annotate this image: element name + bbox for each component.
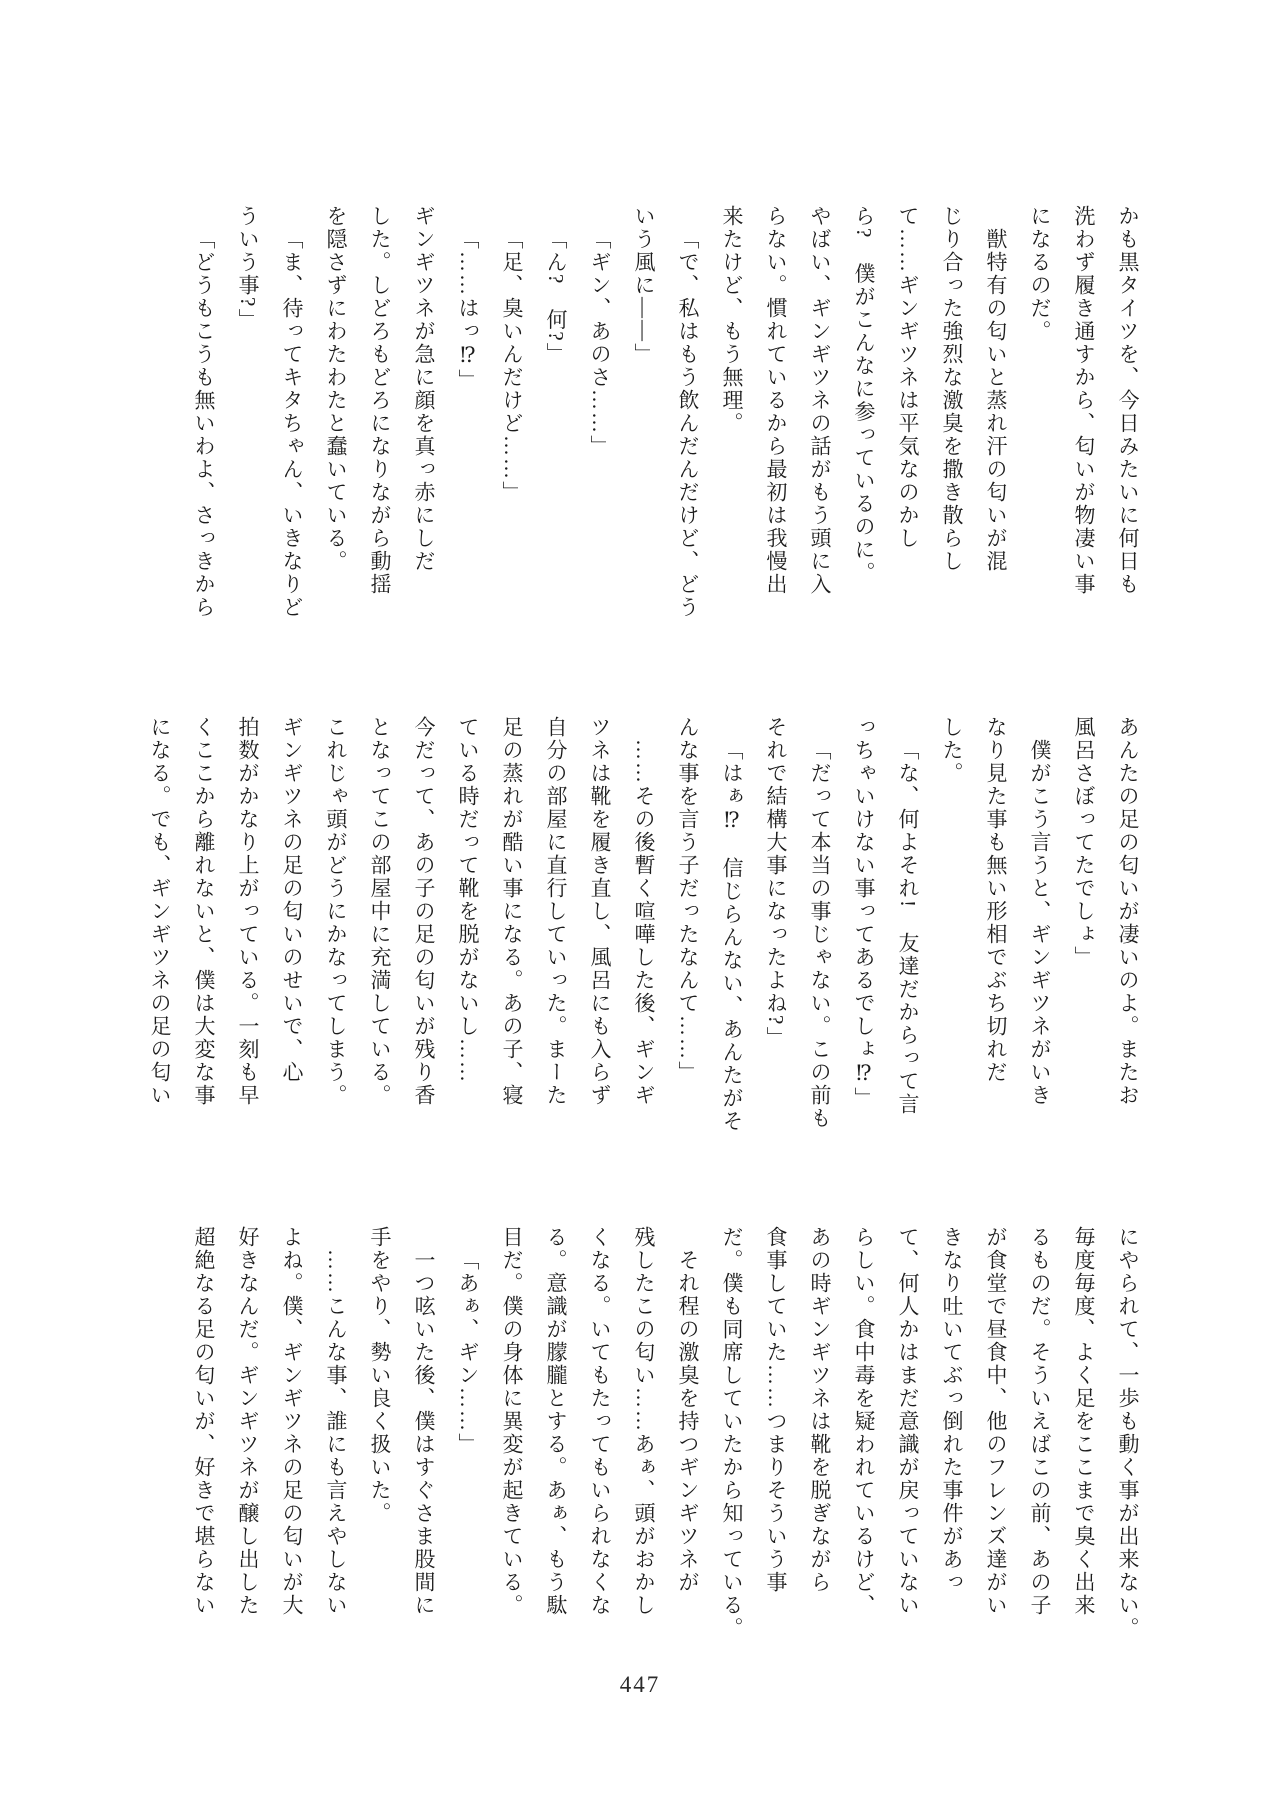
text-column: んな事を言う子だったなんて……」 xyxy=(676,716,700,1084)
text-column: るものだ。そういえばこの前、あの子 xyxy=(1028,1226,1052,1617)
text-column: ……その後暫く喧嘩した後、ギンギ xyxy=(632,739,656,1107)
text-column: 手をやり、勢い良く扱いた。 xyxy=(368,1226,392,1525)
text-column: それ程の激臭を持つギンギツネが xyxy=(676,1249,700,1594)
text-column: 一つ呟いた後、僕はすぐさま股間に xyxy=(412,1249,436,1617)
text-column: これじゃ頭がどうにかなってしまう。 xyxy=(324,716,348,1107)
text-block-bottom xyxy=(90,1226,1150,1656)
text-column: になる。でも、ギンギツネの足の匂い xyxy=(148,716,172,1107)
text-block-top xyxy=(90,205,1150,627)
text-column: 「ん? 何?」 xyxy=(544,228,568,366)
text-column: が食堂で昼食中、他のフレンズ達がい xyxy=(984,1226,1008,1617)
text-column: じり合った強烈な激臭を撒き散らし xyxy=(940,205,964,573)
text-column: ツネは靴を履き直し、風呂にも入らず xyxy=(588,716,612,1107)
text-column: 「……はっ⁉」 xyxy=(456,228,480,392)
text-column: らしい。食中毒を疑われているけど、 xyxy=(852,1226,876,1617)
text-column: 「ま、待ってキタちゃん、いきなりど xyxy=(280,228,304,619)
text-column: を隠さずにわたわたと蠢いている。 xyxy=(324,205,348,573)
text-column: いう風に——」 xyxy=(632,205,656,366)
text-column: くなる。いてもたってもいられなくな xyxy=(588,1226,612,1617)
text-block-middle xyxy=(90,716,1150,1136)
text-column: 「どうもこうも無いわよ、さっきから xyxy=(192,228,216,619)
text-column: 残したこの匂い……あぁ、頭がおかし xyxy=(632,1226,656,1617)
text-column: 風呂さぼってたでしょ」 xyxy=(1072,716,1096,969)
text-column: した。しどろもどろになりながら動揺 xyxy=(368,205,392,596)
text-column: ういう事?」 xyxy=(236,205,260,332)
text-column: となってこの部屋中に充満している。 xyxy=(368,716,392,1107)
text-column: やばい、ギンギツネの話がもう頭に入 xyxy=(808,205,832,596)
text-column: 僕がこう言うと、ギンギツネがいき xyxy=(1028,739,1052,1107)
page-number: 447 xyxy=(619,1672,661,1697)
text-column: 今だって、あの子の足の匂いが残り香 xyxy=(412,716,436,1107)
text-column: になるのだ。 xyxy=(1028,205,1052,343)
text-column: 「ギン、あのさ……」 xyxy=(588,228,612,458)
text-column: 拍数がかなり上がっている。一刻も早 xyxy=(236,716,260,1107)
text-column: 食事していた……つまりそういう事 xyxy=(764,1226,788,1594)
text-column: 「だって本当の事じゃない。この前も xyxy=(808,739,832,1130)
text-column: る。意識が朦朧とする。あぁ、もう駄 xyxy=(544,1226,568,1617)
text-column: ギンギツネの足の匂いのせいで、心 xyxy=(280,716,304,1084)
text-column: にやられて、一歩も動く事が出来ない。 xyxy=(1116,1226,1140,1640)
text-column: らない。慣れているから最初は我慢出 xyxy=(764,205,788,596)
text-column: それで結構大事になったよね?」 xyxy=(764,716,788,1050)
text-column: 目だ。僕の身体に異変が起きている。 xyxy=(500,1226,524,1617)
text-column: 「足、臭いんだけど……」 xyxy=(500,228,524,504)
text-column: かも黒タイツを、今日みたいに何日も xyxy=(1116,205,1140,596)
text-column: あんたの足の匂いが凄いのよ。またお xyxy=(1116,716,1140,1107)
text-column: 自分の部屋に直行していった。まーた xyxy=(544,716,568,1107)
text-column: 「で、私はもう飲んだんだけど、どう xyxy=(676,228,700,619)
text-column: 超絶なる足の匂いが、好きで堪らない xyxy=(192,1226,216,1617)
text-column: ら? 僕がこんなに参っているのに。 xyxy=(852,205,876,585)
text-column: て……ギンギツネは平気なのかし xyxy=(896,205,920,550)
text-column: なり見た事も無い形相でぶち切れだ xyxy=(984,716,1008,1084)
text-column: くここから離れないと、僕は大変な事 xyxy=(192,716,216,1107)
text-column: よね。僕、ギンギツネの足の匂いが大 xyxy=(280,1226,304,1617)
text-column: っちゃいけない事ってあるでしょ⁉」 xyxy=(852,716,876,1110)
text-column: した。 xyxy=(940,716,964,785)
text-column: あの時ギンギツネは靴を脱ぎながら xyxy=(808,1226,832,1594)
text-column: 毎度毎度、よく足をここまで臭く出来 xyxy=(1072,1226,1096,1617)
text-column: 来たけど、もう無理。 xyxy=(720,205,744,435)
text-column: ……こんな事、誰にも言えやしない xyxy=(324,1249,348,1617)
text-column: だ。僕も同席していたから知っている。 xyxy=(720,1226,744,1640)
text-column: 「あぁ、ギン……」 xyxy=(456,1249,480,1456)
text-column: 「な、何よそれ! 友達だからって言 xyxy=(896,739,920,1116)
text-column: 好きなんだ。ギンギツネが醸し出した xyxy=(236,1226,260,1617)
text-column: 足の蒸れが酷い事になる。あの子、寝 xyxy=(500,716,524,1107)
text-column: て、何人かはまだ意識が戻っていない xyxy=(896,1226,920,1617)
text-column: 獣特有の匂いと蒸れ汗の匂いが混 xyxy=(984,228,1008,573)
text-column: 洗わず履き通すから、匂いが物凄い事 xyxy=(1072,205,1096,596)
text-column: ギンギツネが急に顔を真っ赤にしだ xyxy=(412,205,436,573)
text-column: 「はぁ⁉ 信じらんない、あんたがそ xyxy=(720,739,744,1133)
text-column: ている時だって靴を脱がないし…… xyxy=(456,716,480,1084)
text-column: きなり吐いてぶっ倒れた事件があっ xyxy=(940,1226,964,1594)
